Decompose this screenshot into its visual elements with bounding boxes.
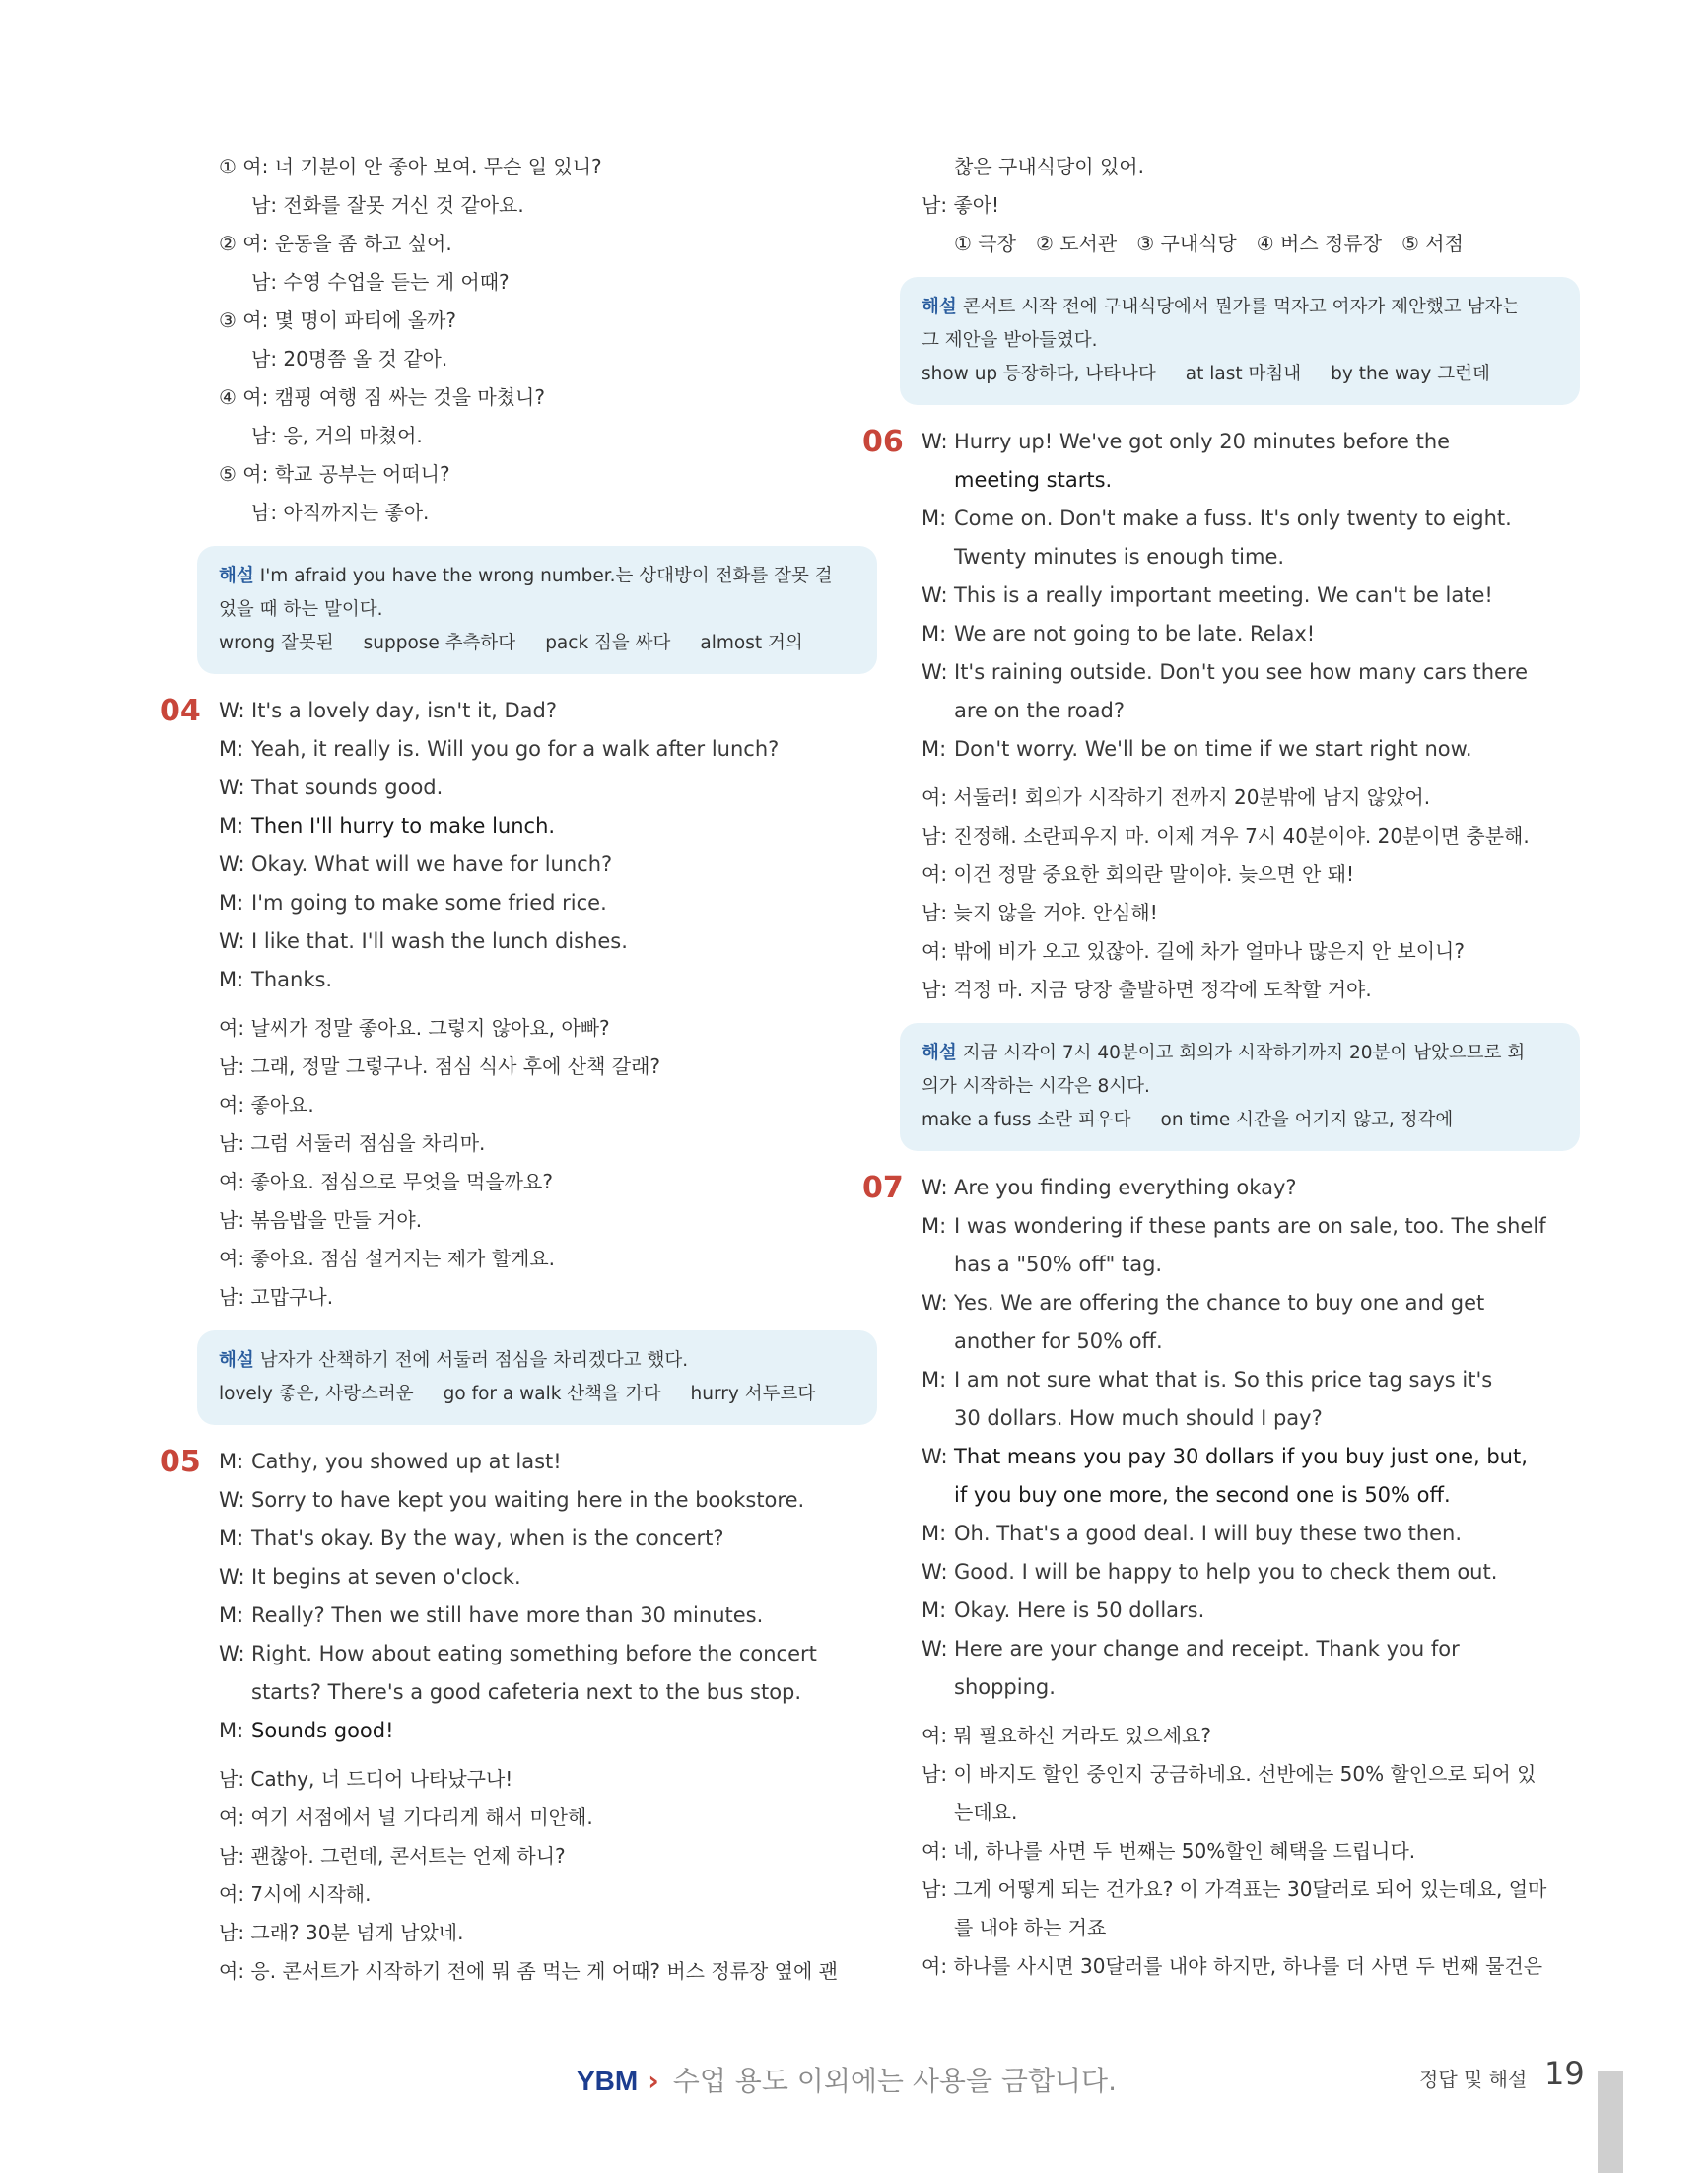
speaker-label: W: [922,430,948,453]
explanation-label: 해설 [922,1043,957,1063]
translation-line: 남: 그럼 서둘러 점심을 차리마. [219,1131,486,1155]
script-line: Hurry up! We've got only 20 minutes before the [954,430,1451,453]
explanation-label: 해설 [922,297,957,317]
vocab-item: lovely 좋은, 사랑스러운 [219,1384,414,1404]
script-line: 30 dollars. How much should I pay? [954,1406,1323,1430]
page-edge-tab [1598,2071,1623,2173]
script-line: has a "50% off" tag. [954,1253,1163,1276]
translation-line: 남: 진정해. 소란피우지 마. 이제 겨우 7시 40분이야. 20분이면 충분해. [922,824,1530,848]
translation-line: 남: 늦지 않을 거야. 안심해! [922,901,1158,924]
question-number: 06 [862,425,904,459]
question-06 [862,423,1592,1009]
script-line: another for 50% off. [954,1329,1163,1353]
speaker-label: M: [219,1450,244,1473]
ybm-logo: YBM [577,2066,639,2096]
vocab-item: pack 짐을 싸다 [545,633,671,653]
translation-line: 여: 좋아요. 점심으로 무엇을 먹을까요? [219,1170,553,1193]
speaker-label: M: [219,1527,244,1550]
translation-line: 여: 여기 서점에서 널 기다리게 해서 미안해. [219,1805,593,1829]
speaker-label: W: [922,583,948,607]
translation-line: 남: Cathy, 너 드디어 나타났구나! [219,1767,513,1791]
speaker-label: W: [922,1637,948,1661]
question-number: 07 [862,1171,904,1205]
explanation-text: 지금 시각이 7시 40분이고 회의가 시작하기까지 20분이 남았으므로 회 [962,1043,1526,1063]
translation-line: 여: 이건 정말 중요한 회의란 말이야. 늦으면 안 돼! [922,862,1355,886]
question-04 [160,692,889,1317]
translation-line: 여: 좋아요. 점심 설거지는 제가 할게요. [219,1247,556,1270]
dialogue-line: ② 여: 운동을 좀 하고 싶어. [219,232,452,255]
speaker-label: M: [219,891,244,915]
script-line: It's a lovely day, isn't it, Dad? [251,699,558,722]
script-line: Right. How about eating something before the concert [251,1642,817,1665]
translation-line: 남: 이 바지도 할인 중인지 궁금하네요. 선반에는 50% 할인으로 되어 있 [922,1762,1537,1786]
choice-item: ① 극장 [954,232,1016,255]
script-line: shopping. [954,1675,1056,1699]
script-line: That means you pay 30 dollars if you buy just one, but, [954,1445,1528,1468]
translation-line: 여: 네, 하나를 사면 두 번째는 50%할인 혜택을 드립니다. [922,1839,1416,1863]
explanation-box-q3 [197,546,877,674]
speaker-label: W: [219,1565,245,1589]
translation-line: 여: 밖에 비가 오고 있잖아. 길에 차가 얼마나 많은지 안 보이니? [922,939,1465,963]
script-line: Then I'll hurry to make lunch. [251,814,556,838]
translation-line: 남: 그래? 30분 넘게 남았네. [219,1921,464,1944]
choice-item: ⑤ 서점 [1401,232,1464,255]
q3-korean-dialogue [219,148,889,532]
dialogue-line: 남: 아직까지는 좋아. [251,501,430,524]
speaker-label: W: [922,1176,948,1199]
speaker-label: M: [922,1522,947,1545]
vocabulary-list [219,627,855,660]
speaker-label: M: [922,507,947,530]
script-line: meeting starts. [954,468,1113,492]
translation-line: 남: 그게 어떻게 되는 건가요? 이 가격표는 30달러로 되어 있는데요, 얼마 [922,1877,1547,1901]
translation-line: 여: 서둘러! 회의가 시작하기 전까지 20분밖에 남지 않았어. [922,785,1431,809]
explanation-box-q6 [900,1023,1580,1151]
script-line: I was wondering if these pants are on sale, too. The shelf [954,1214,1546,1238]
section-label: 정답 및 해설 [1419,2068,1528,2091]
vocab-item: wrong 잘못된 [219,633,334,653]
vocab-item: hurry 서두르다 [690,1384,816,1404]
speaker-label: M: [922,1598,947,1622]
speaker-label: M: [219,737,244,761]
translation-line: 남: 좋아! [922,193,1000,217]
script-line: Okay. Here is 50 dollars. [954,1598,1205,1622]
vocab-item: almost 거의 [700,633,803,653]
question-05 [160,1443,889,1991]
translation-line: 여: 하나를 사시면 30달러를 내야 하지만, 하나를 더 사면 두 번째 물건은 [922,1954,1543,1978]
script-line: if you buy one more, the second one is 50% off. [954,1483,1451,1507]
dialogue-line: 남: 전화를 잘못 거신 것 같아요. [251,193,524,217]
translation-line: 남: 괜찮아. 그런데, 콘서트는 언제 하니? [219,1844,566,1867]
script-line: I like that. I'll wash the lunch dishes. [251,929,628,953]
question-number: 05 [160,1445,201,1479]
translation-line: 여: 날씨가 정말 좋아요. 그렇지 않아요, 아빠? [219,1016,610,1040]
choice-item: ④ 버스 정류장 [1256,232,1383,255]
dialogue-line: 남: 응, 거의 마쳤어. [251,424,423,447]
dialogue-line: ① 여: 너 기분이 안 좋아 보여. 무슨 일 있니? [219,155,602,178]
speaker-label: W: [922,1291,948,1315]
translation-line: 남: 고맙구나. [219,1285,334,1309]
speaker-label: W: [219,699,245,722]
script-line: Thanks. [251,968,333,991]
speaker-label: W: [219,1642,245,1665]
dialogue-line: ⑤ 여: 학교 공부는 어떠니? [219,462,450,486]
translation-line: 남: 걱정 마. 지금 당장 출발하면 정각에 도착할 거야. [922,978,1372,1001]
script-line: Cathy, you showed up at last! [251,1450,562,1473]
explanation-text: 콘서트 시작 전에 구내식당에서 뭔가를 먹자고 여자가 제안했고 남자는 [962,297,1521,317]
speaker-label: M: [922,1214,947,1238]
vocab-item: at last 마침내 [1185,364,1302,384]
speaker-label: W: [922,1560,948,1584]
script-line: It begins at seven o'clock. [251,1565,521,1589]
speaker-label: W: [922,660,948,684]
translation-line: 찮은 구내식당이 있어. [954,155,1144,178]
script-line: Okay. What will we have for lunch? [251,852,613,876]
choice-item: ③ 구내식당 [1136,232,1237,255]
right-column [862,148,1592,1986]
explanation-text: 었을 때 하는 말이다. [219,599,383,620]
speaker-label: W: [219,1488,245,1512]
script-line: Twenty minutes is enough time. [954,545,1285,569]
script-line: starts? There's a good cafeteria next to the bus stop. [251,1680,802,1704]
explanation-text: 남자가 산책하기 전에 서둘러 점심을 차리겠다고 했다. [259,1350,689,1371]
speaker-label: M: [922,622,947,645]
page-number: 19 [1544,2055,1585,2092]
vocab-item: suppose 추측하다 [363,633,516,653]
explanation-box-q5 [900,277,1580,405]
dialogue-line: 남: 20명쯤 올 것 같아. [251,347,448,371]
script-line: are on the road? [954,699,1125,722]
translation-line: 를 내야 하는 거죠 [954,1916,1107,1939]
speaker-label: M: [219,1603,244,1627]
translation-line: 여: 7시에 시작해. [219,1882,372,1906]
chevron-right-icon: › [648,2065,659,2097]
speaker-label: W: [219,776,245,799]
script-line: Sorry to have kept you waiting here in the bookstore. [251,1488,805,1512]
script-line: I am not sure what that is. So this price tag says it's [954,1368,1493,1392]
script-line: Good. I will be happy to help you to check them out. [954,1560,1498,1584]
script-line: Are you finding everything okay? [954,1176,1297,1199]
answer-choices [922,225,1592,263]
script-line: Really? Then we still have more than 30 minutes. [251,1603,764,1627]
vocabulary-list [922,1104,1558,1137]
vocabulary-list [219,1378,855,1411]
translation-line: 는데요. [954,1800,1018,1824]
script-line: We are not going to be late. Relax! [954,622,1316,645]
script-line: Come on. Don't make a fuss. It's only twenty to eight. [954,507,1512,530]
explanation-label: 해설 [219,566,254,586]
choice-item: ② 도서관 [1035,232,1118,255]
script-line: Oh. That's a good deal. I will buy these two then. [954,1522,1463,1545]
notice-text: 수업 용도 이외에는 사용을 금합니다. [672,2065,1118,2097]
vocab-item: make a fuss 소란 피우다 [922,1110,1131,1130]
script-line: I'm going to make some fried rice. [251,891,607,915]
translation-line: 남: 그래, 정말 그렇구나. 점심 식사 후에 산책 갈래? [219,1054,661,1078]
dialogue-line: 남: 수영 수업을 듣는 게 어때? [251,270,510,294]
dialogue-line: ③ 여: 몇 명이 파티에 올까? [219,308,456,332]
explanation-text: 그 제안을 받아들였다. [922,330,1098,351]
speaker-label: M: [219,1719,244,1742]
speaker-label: M: [219,814,244,838]
translation-line: 여: 뭐 필요하신 거라도 있으세요? [922,1724,1211,1747]
explanation-label: 해설 [219,1350,254,1371]
script-line: Don't worry. We'll be on time if we start right now. [954,737,1472,761]
vocab-item: show up 등장하다, 나타나다 [922,364,1156,384]
vocab-item: go for a walk 산책을 가다 [443,1384,661,1404]
question-number: 04 [160,694,201,728]
script-line: Yeah, it really is. Will you go for a walk after lunch? [251,737,780,761]
script-line: That's okay. By the way, when is the concert? [251,1527,724,1550]
script-line: That sounds good. [251,776,444,799]
script-line: Here are your change and receipt. Thank you for [954,1637,1460,1661]
script-line: Sounds good! [251,1719,394,1742]
speaker-label: M: [922,1368,947,1392]
script-line: It's raining outside. Don't you see how many cars there [954,660,1529,684]
dialogue-line: ④ 여: 캠핑 여행 짐 싸는 것을 마쳤니? [219,385,545,409]
vocabulary-list [922,358,1558,391]
vocab-item: by the way 그런데 [1331,364,1490,384]
speaker-label: W: [922,1445,948,1468]
explanation-text: 의가 시작하는 시각은 8시다. [922,1076,1150,1097]
explanation-box-q4 [197,1330,877,1425]
question-07 [862,1169,1592,1986]
script-line: This is a really important meeting. We can't be late! [954,583,1493,607]
copyright-notice [577,2060,1117,2099]
vocab-item: on time 시간을 어기지 않고, 정각에 [1160,1110,1454,1130]
speaker-label: M: [219,968,244,991]
translation-line: 여: 응. 콘서트가 시작하기 전에 뭐 좀 먹는 게 어때? 버스 정류장 옆에 괜 [219,1959,838,1983]
speaker-label: W: [219,852,245,876]
translation-line: 여: 좋아요. [219,1093,314,1117]
left-column [160,148,889,1991]
translation-line: 남: 볶음밥을 만들 거야. [219,1208,423,1232]
explanation-text: I'm afraid you have the wrong number.는 상대방이 전화를 잘못 걸 [259,566,833,586]
speaker-label: M: [922,737,947,761]
speaker-label: W: [219,929,245,953]
script-line: Yes. We are offering the chance to buy one and get [954,1291,1485,1315]
